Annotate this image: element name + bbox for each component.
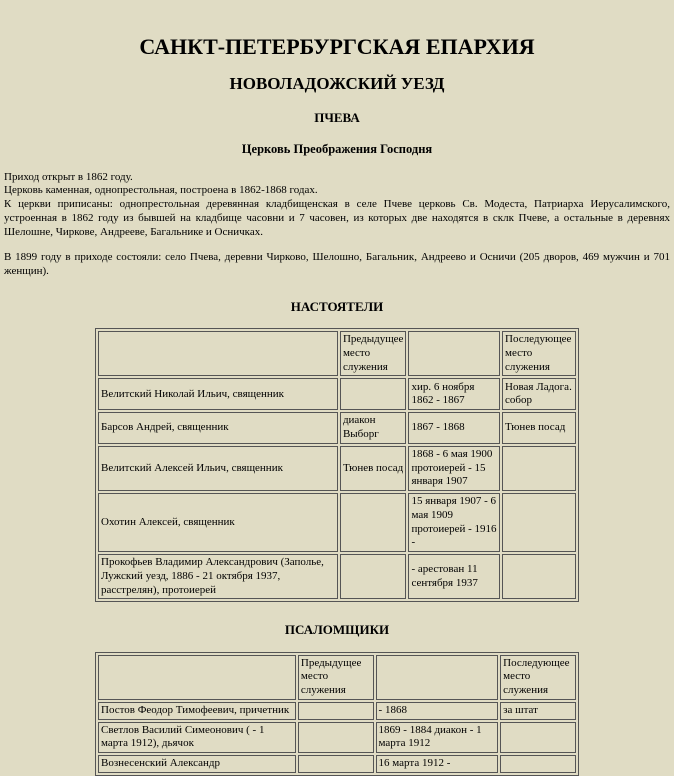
table-header-row xyxy=(98,655,576,700)
header-cell xyxy=(98,655,296,700)
psalmists-title: ПСАЛОМЩИКИ xyxy=(284,622,390,638)
dates-cell: - арестован 11 сентября 1937 xyxy=(408,554,500,599)
next-cell xyxy=(502,554,576,599)
parish-title: ПЧЕВА xyxy=(314,109,360,125)
previous-cell: диакон Выборг xyxy=(340,412,407,444)
name-cell: Охотин Алексей, священник xyxy=(98,493,338,552)
next-cell xyxy=(500,722,576,754)
previous-cell xyxy=(298,722,374,754)
eparchy-title: САНКТ-ПЕТЕРБУРГСКАЯ ЕПАРХИЯ xyxy=(139,34,535,59)
header-cell xyxy=(98,331,338,376)
table-row xyxy=(98,722,576,754)
population-text: В 1899 году в приходе состояли: село Пчева, деревни Чирково, Шелошно, Багальник, Андреево и Осничи (205 дворов, 469 мужчин и 701 женщин). xyxy=(4,251,670,278)
table-row xyxy=(98,446,576,491)
intro-text xyxy=(4,171,670,240)
previous-cell xyxy=(298,702,374,720)
previous-cell: Тюнев посад xyxy=(340,446,407,491)
header-cell: Предыдущее место служения xyxy=(340,331,407,376)
intro-line: К церкви приписаны: однопрестольная деревянная кладбищенская в селе Пчеве церковь Св. Модеста, Патриарха Иерусалимского, устроенная в 1862 году из бывшей на кладбище часовни и 7 часовен, из которых две находятся в склк Пчеве, а остальные в деревнях Шелошне, Чиркове, Андрееве, Багальнике и Осничках. xyxy=(4,198,670,238)
next-cell xyxy=(502,446,576,491)
intro-line: Церковь каменная, однопрестольная, построена в 1862-1868 годах. xyxy=(4,184,318,197)
header-cell: Последующее место служения xyxy=(500,655,576,700)
psalmists-table xyxy=(95,652,579,776)
name-cell: Прокофьев Владимир Александрович (Запольe, Лужский уезд, 1886 - 21 октября 1937, расстрелян), протоиерей xyxy=(98,554,338,599)
table-row xyxy=(98,755,576,773)
dates-cell: 1867 - 1868 xyxy=(408,412,500,444)
table-header-row xyxy=(98,331,576,376)
next-cell xyxy=(502,493,576,552)
previous-cell xyxy=(298,755,374,773)
uyezd-title: НОВОЛАДОЖСКИЙ УЕЗД xyxy=(229,73,445,93)
previous-cell xyxy=(340,493,407,552)
name-cell: Вознесенский Александр xyxy=(98,755,296,773)
header-cell: Предыдущее место служения xyxy=(298,655,374,700)
dates-cell: 1869 - 1884 диакон - 1 марта 1912 xyxy=(376,722,499,754)
name-cell: Светлов Василий Симеонович ( - 1 марта 1912), дьячок xyxy=(98,722,296,754)
name-cell: Постов Феодор Тимофеевич, причетник xyxy=(98,702,296,720)
dates-cell: 16 марта 1912 - xyxy=(376,755,499,773)
next-cell: за штат xyxy=(500,702,576,720)
table-row xyxy=(98,378,576,410)
previous-cell xyxy=(340,378,407,410)
table-row xyxy=(98,702,576,720)
next-cell: Тюнев посад xyxy=(502,412,576,444)
intro-line: Приход открыт в 1862 году. xyxy=(4,170,133,183)
header-cell xyxy=(376,655,499,700)
name-cell: Велитский Алексей Ильич, священник xyxy=(98,446,338,491)
dates-cell: 1868 - 6 мая 1900 протоиерей - 15 января 1907 xyxy=(408,446,500,491)
name-cell: Барсов Андрей, священник xyxy=(98,412,338,444)
church-title: Церковь Преображения Господня xyxy=(241,142,433,156)
dates-cell: хир. 6 ноября 1862 - 1867 xyxy=(408,378,500,410)
rectors-table xyxy=(95,328,579,602)
dates-cell: - 1868 xyxy=(376,702,499,720)
previous-cell xyxy=(340,554,407,599)
name-cell: Велитский Николай Ильич, священник xyxy=(98,378,338,410)
table-row xyxy=(98,412,576,444)
header-cell: Последующее место служения xyxy=(502,331,576,376)
header-cell xyxy=(408,331,500,376)
page xyxy=(0,33,674,776)
next-cell: Новая Ладога. собор xyxy=(502,378,576,410)
rectors-title: НАСТОЯТЕЛИ xyxy=(290,298,384,314)
dates-cell: 15 января 1907 - 6 мая 1909 протоиерей - 1916 - xyxy=(408,493,500,552)
table-row xyxy=(98,554,576,599)
table-row xyxy=(98,493,576,552)
next-cell xyxy=(500,755,576,773)
